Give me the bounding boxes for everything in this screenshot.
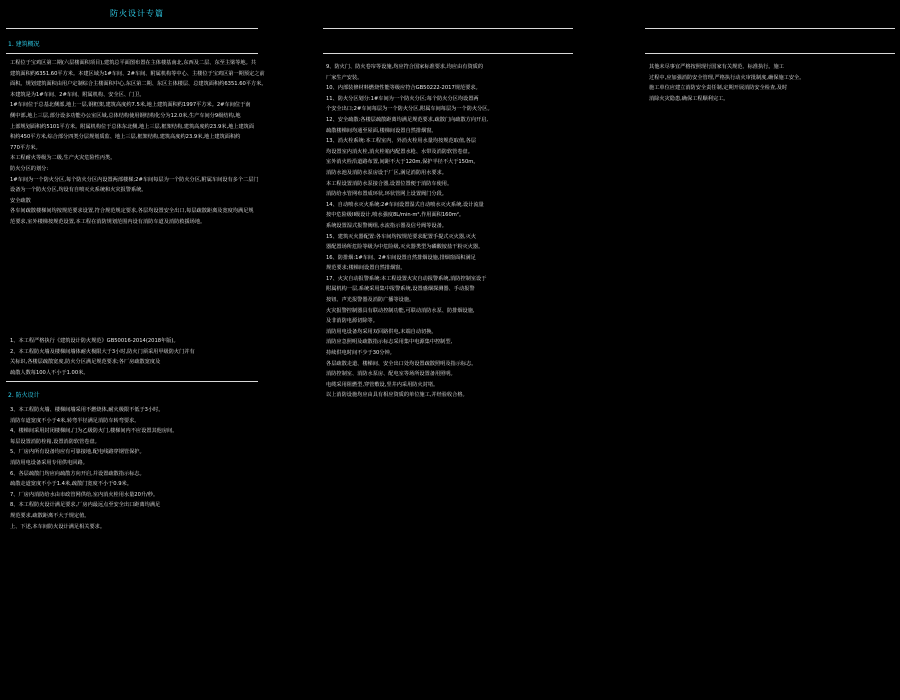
list-item: 消防给水管网布置成环状,环状管网上设置阀门分段。	[326, 191, 447, 198]
text-line: 其他未尽事宜严格按照现行国家有关规范、标准执行。施工	[649, 64, 784, 70]
section2-heading: 2. 防火设计	[8, 392, 40, 399]
list-item: 以上消防设施均应由具有相应资质的单位施工,并经验收合格。	[326, 392, 468, 399]
list-item: 厂家生产安装。	[326, 74, 363, 81]
list-item: 每层设置消防栓箱,设置消防软管卷盘。	[10, 438, 100, 445]
col2-top-divider	[323, 28, 573, 29]
list-item: 规范要求;楼梯间设置自然排烟窗。	[326, 265, 406, 272]
text-line: 防火分区的划分:	[10, 165, 49, 172]
col2-items	[326, 62, 493, 401]
list-item: 3、本工程防火墙、楼梯间墙采用不燃烧体,耐火极限不低于3小时。	[10, 407, 164, 413]
list-item: 9、防火门、防火卷帘等设施,均应符合国家标准要求,均应由有资质的	[326, 64, 484, 70]
text-line: 侧中部,地上三层,部分设多功能办公室区域,总体结构使用钢结构化分为12.0米,生产车间分9级结构,地	[10, 112, 241, 119]
list-item: 17、火灾自动报警系统:本工程设置火灾自动报警系统,消防控制室设于	[326, 275, 487, 282]
text-line: 1#车间位于总基北侧部,地上一层,钢框架,建筑高度约7.5米,地上建筑面积约1997平方米。2#车间位于南	[10, 102, 251, 109]
list-item: 13、消火栓系统:本工程室内、外消火栓用水量均按规范取值,各层	[326, 138, 477, 145]
list-item: 个安全出口;2#车间每层为一个防火分区,附属车间每层为一个防火分区。	[326, 106, 493, 113]
text-line: 面积。规划建筑面积由用户定制综合主楼面积中心,东区第二期、东区主体楼层、总建筑面积约6351.60平方米。	[10, 81, 267, 88]
list-item: 消防控制室、消防水泵房、配电室等场所设置备用照明。	[326, 371, 456, 378]
list-item: 疏散楼梯间均通至屋面,楼梯间设置自然排烟窗。	[326, 127, 437, 134]
text-line: 770平方米。	[10, 144, 41, 151]
list-item: 火灾报警控制器具有联动控制功能,可联动消防水泵、防排烟设施,	[326, 307, 475, 314]
col3-notes	[649, 62, 804, 104]
col1-list1	[10, 336, 195, 378]
text-line: 设备为一个防火分区,均设有自喷灭火系统和火灾报警系统。	[10, 187, 147, 194]
list-item: 11、防火分区划分:1#车间为一个防火分区;每个防火分区均设置两	[326, 95, 479, 102]
text-line: 积约450平方米,综合部分四类分层规划质监、地上三层,框架结构,建筑高度约23.9米,地上建筑面积约	[10, 134, 241, 141]
list-item: 6、各层疏散门均应向疏散方向开启,并设置疏散指示标志。	[10, 470, 145, 477]
list-item: 器配置场所危险等级为中危险级,灭火器类型为磷酸铵盐干粉灭火器。	[326, 244, 484, 251]
list-item: 2、本工程防火墙及楼梯间墙体耐火极限大于3小时,防火门须采用甲级防火门并有	[10, 348, 195, 355]
list-item: 按钮、声光报警器及消防广播等设施。	[326, 297, 415, 304]
list-item: 附属机构一层,系统采用集中报警系统,设置感烟探测器、手动报警	[326, 286, 475, 293]
list-item: 8、本工程防火设计满足要求,厂房内最远点至安全出口距离均满足	[10, 502, 161, 509]
list-item: 上、下述,本车间防火设计满足相关要求。	[10, 523, 106, 530]
list-item: 均设置室内消火栓,消火栓箱内配置水枪、水带及消防软管卷盘。	[326, 148, 473, 155]
text-line: 1#车间为一个防火分区,每个防火分区内设置两部楼梯;2#车间每层为一个防火分区,附属车间设有多个二层门	[10, 176, 259, 183]
col1-intro	[10, 58, 267, 228]
list-item: 规范要求,疏散距离不大于规定值。	[10, 512, 90, 519]
col1-list2	[10, 405, 177, 532]
col1-top-divider	[6, 28, 258, 29]
list-item: 关标识,各楼层疏散宽度,防火分区满足规范要求;各厂房疏散宽度及	[10, 359, 161, 366]
text-line: 消除火灾隐患,确保工程顺利完工。	[649, 95, 729, 102]
col1-section1-divider	[6, 53, 258, 54]
list-item: 疏散人数每100人不小于1.00米。	[10, 369, 89, 376]
list-item: 及非消防电源切除等。	[326, 318, 378, 325]
col1-section2-divider	[6, 381, 258, 382]
list-item: 14、自动喷水灭火系统:2#车间设置湿式自动喷水灭火系统,设计流量	[326, 201, 484, 208]
list-item: 12、安全疏散:各楼层疏散距离均满足规范要求,疏散门向疏散方向开启,	[326, 116, 489, 123]
list-item: 消防用电设备均采用双回路供电,末端自动切换。	[326, 328, 437, 335]
text-line: 范要求,室外楼梯按规范设置,本工程在消防规划范围内设有消防车道及消防救援场地。	[10, 218, 206, 225]
list-item: 1、本工程严格执行《建筑设计防火规范》GB50016-2014(2018年版)。	[10, 338, 179, 344]
list-item: 10、内部装修材料燃烧性能等级应符合GB50222-2017规范要求。	[326, 85, 481, 92]
list-item: 系统设置湿式报警阀组,水流指示器及信号阀等设备。	[326, 222, 447, 229]
list-item: 消防应急照明及疏散指示标志采用集中电源集中控制型,	[326, 339, 453, 346]
text-line: 建筑面积约6351.60平方米。本建区域为1#车间、2#车间、附属机构等中心、主楼位于宝鸡区第一期预定之前	[10, 70, 265, 77]
list-item: 16、防排烟:1#车间、2#车间设置自然排烟设施,排烟窗面积满足	[326, 254, 476, 261]
list-item: 室外消火栓沿道路布置,间距不大于120m,保护半径不大于150m。	[326, 159, 479, 166]
col3-top-divider	[645, 28, 895, 29]
text-line: 本建筑是为1#车间、2#车间、附属机构、安全区、门卫。	[10, 91, 145, 98]
list-item: 消防车道宽度不小于4米,转弯半径满足消防车转弯要求。	[10, 417, 140, 424]
list-item: 各层疏散走道、楼梯间、安全出口处均设置疏散照明及指示标志。	[326, 360, 477, 367]
text-line: 各车间疏散楼梯间均按规范要求设置,符合规范规定要求,各层均设置安全出口,每层疏散距离及宽度均满足规	[10, 208, 254, 215]
col3-second-divider	[645, 53, 895, 54]
text-line: 本工程耐火等级为二级,生产火灾危险性丙类。	[10, 155, 116, 162]
list-item: 5、厂房内所有设备均应有可靠接地,配电线路穿钢管保护。	[10, 449, 145, 456]
text-line: 施工单位应建立消防安全责任制,定期开展消防安全检查,及时	[649, 85, 788, 92]
document-title: 防火设计专篇	[110, 9, 164, 18]
section1-heading: 1. 建筑概况	[8, 41, 40, 48]
list-item: 电缆采用阻燃型,穿管敷设,竖井内采用防火封堵。	[326, 381, 439, 388]
list-item: 消防用电设备采用专用供电回路。	[10, 459, 88, 466]
list-item: 消防水池及消防水泵房设于厂区,满足消防用水要求。	[326, 169, 447, 176]
list-item: 本工程设置消防水泵接合器,设置位置便于消防车使用。	[326, 180, 453, 187]
text-line: 过程中,应加强消防安全管理,严格执行动火审批制度,确保施工安全。	[649, 74, 805, 81]
list-item: 15、建筑灭火器配置:各车间均按规范要求配置手提式灭火器,灭火	[326, 233, 477, 240]
list-item: 4、楼梯间采用封闭楼梯间,门为乙级防火门,楼梯间内不应设置其他房间。	[10, 428, 178, 435]
list-item: 按中危险级II级设计,喷水强度8L/min·m²,作用面积160m²。	[326, 212, 465, 219]
list-item: 疏散走道宽度不小于1.4米,疏散门宽度不小于0.9米。	[10, 481, 132, 488]
col2-second-divider	[323, 53, 573, 54]
text-line: 工程位于宝鸡区第二期(六层楼面积项目),建筑总平面图布置在主体楼基南北,东西及二层、东至主梁等地。共	[10, 60, 256, 66]
list-item: 持续供电时间不少于30分钟。	[326, 350, 395, 357]
list-item: 7、厂房内消防给水由市政管网供给,室内消火栓用水量20升/秒。	[10, 491, 159, 498]
text-line: 上部规划面积约5101平方米。附属机构位于总体东北侧,地上三层,框架结构,建筑高度约23.9米,地上建筑面	[10, 123, 255, 130]
text-line: 安全疏散	[10, 197, 31, 204]
